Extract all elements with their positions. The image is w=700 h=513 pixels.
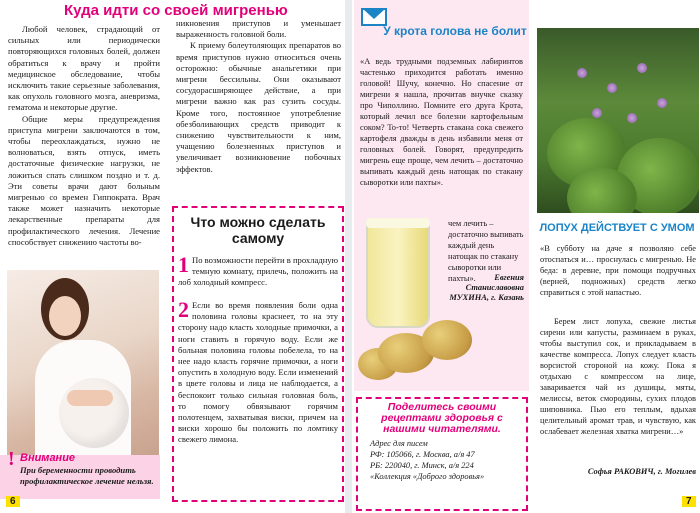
address-rb: РБ: 220040, г. Минск, а/я 224 [370,461,474,470]
article-column-2 [176,18,341,175]
letter-title: У крота голова не болит [383,24,527,38]
warning-text: При беременности проводить профилактическое лечение нельзя. [20,465,154,486]
tip-text: По возможности перейти в прохладную темную комнату, прилечь, положить на лоб холодный компресс. [178,255,339,288]
tip-1 [178,252,339,289]
paragraph: никновения приступов и уменьшает выраженность головной боли. [176,18,341,40]
tip-number: 2 [178,297,189,322]
share-title: Поделитесь своими рецептами здоровья с нашими читателями. [381,401,503,435]
article-column-1 [8,24,160,248]
paragraph: К приему болеутоляющих препаратов во время приступов нужно относиться очень осторожно: обычные анальгетики при мигрени бессильны. Они оказывают сосудорасширяющее действие, а при мигрени важно как раз сузить сосуды. Кроме того, постоянное употребление обезболивающих средств приводит к снижению чувствительности к ним, учащению болезненных приступов и увеличивает возникновение побочных эффектов. [176,40,341,174]
burdock-plant-photo [537,28,699,213]
page-gutter [345,0,352,513]
pregnant-woman-photo [7,270,159,462]
article-title: Куда идти со своей мигренью [64,2,288,19]
exclamation-icon: ! [8,448,15,470]
paragraph: Любой человек, страдающий от сильных или периодически повторяющихся головных болей, должен обратиться к врачу и пройти медицинское обследование, чтобы исключить такие серьезные заболевания, как опухоль головного мозга, аневризма, гематома и некоторые другие. [8,24,160,113]
warning-title: Внимание [20,452,76,464]
burdock-paragraph-1: «В субботу на даче я позволяю себе отоспаться и… проснулась с мигренью. Не беда: в деревне, при помощи подручных (верней, подножных) средств легко справиться с этой напастью. [540,244,696,297]
juice-and-potatoes-photo [358,208,448,388]
burdock-paragraph-2 [540,316,696,437]
letter-author: Евгения Станиславовна МУХИНА, г. Казань [449,273,524,302]
letter-body [360,56,523,206]
tip-text: Если во время появления боли одна половина головы краснеет, то на эту сторону надо класть холодные примочки, а ноги ставить в горячую воду. Если же больная половина головы побелела, то на нее надо класть горячие примочки, а ноги опустить в холодную воду. Если изменений в цвете головы и лица не наблюдается, а беспокоит только сильная головная боль, то помогу обвязывают горячим полотенцем, захватывая виски, причем на виски хорошо бы положить по ломтику свежего лимона. [178,300,338,445]
tip-2 [178,297,338,446]
tip-number: 1 [178,252,189,277]
letter-text: «А ведь трудными подземных лабиринтов частенько приходится работать именно головой! Шучу, конечно. Но спасение от мигрени я нашла, прочитав внучке сказку про Чиполлино. Помните его друга Крота, который лечил все болезни картофельным соком? То-то! Четверть стакана сока свежего картофеля дважды в день избавили меня от головных болей. Говорят, предупредить мигрень еще проще, чем лечить – достаточно выпивать каждый день натощак по стакану сыворотки или пахты». [360,57,523,187]
burdock-author: Софья РАКОВИЧ, г. Могилев [587,467,696,476]
page-number-left: 6 [6,496,20,507]
address-rf: РФ: 105066, г. Москва, а/я 47 [370,450,475,459]
address-collection: «Коллекция «Доброго здоровья» [370,472,485,481]
page-number-right: 7 [682,496,696,507]
tips-title: Что можно сделать самому [190,214,326,246]
letter-body-continued: чем лечить – достаточно выпивать каждый день натощак по стакану сыворотки или пахты». [448,219,524,283]
address-label: Адрес для писем [370,439,428,448]
share-address [370,438,528,482]
burdock-title: ЛОПУХ ДЕЙСТВУЕТ С УМОМ [539,222,695,234]
paragraph: Общие меры предупреждения приступа мигрени заключаются в том, чтобы переохлаждаться, нужно не волноваться, взять отпуск, иметь достаточные физические нагрузки, не ложиться спать слишком поздно и т. д. Эти советы врачи дают больным мигренью со времен Гиппократа. Врач также может назначить некоторые лекарственные препараты для профилактического лечения. Лечение способствует снижению частоты во- [8,113,160,247]
paragraph: Берем лист лопуха, свежие листья сирени или капусты, разминаем в руках, чтобы выступил сок, и прикладываем в качестве компресса. Лопух следует класть ворсистой стороной на кожу. Пока я отдыхаю с компрессом на лице, заваривается чай из душицы, мяты, мелиссы, веток смородины, сухих плодов шиповника. Пью его теплым, вдыхая целительный аромат трав, и чувствую, как ослабевает железная хватка мигрени…» [540,317,696,436]
